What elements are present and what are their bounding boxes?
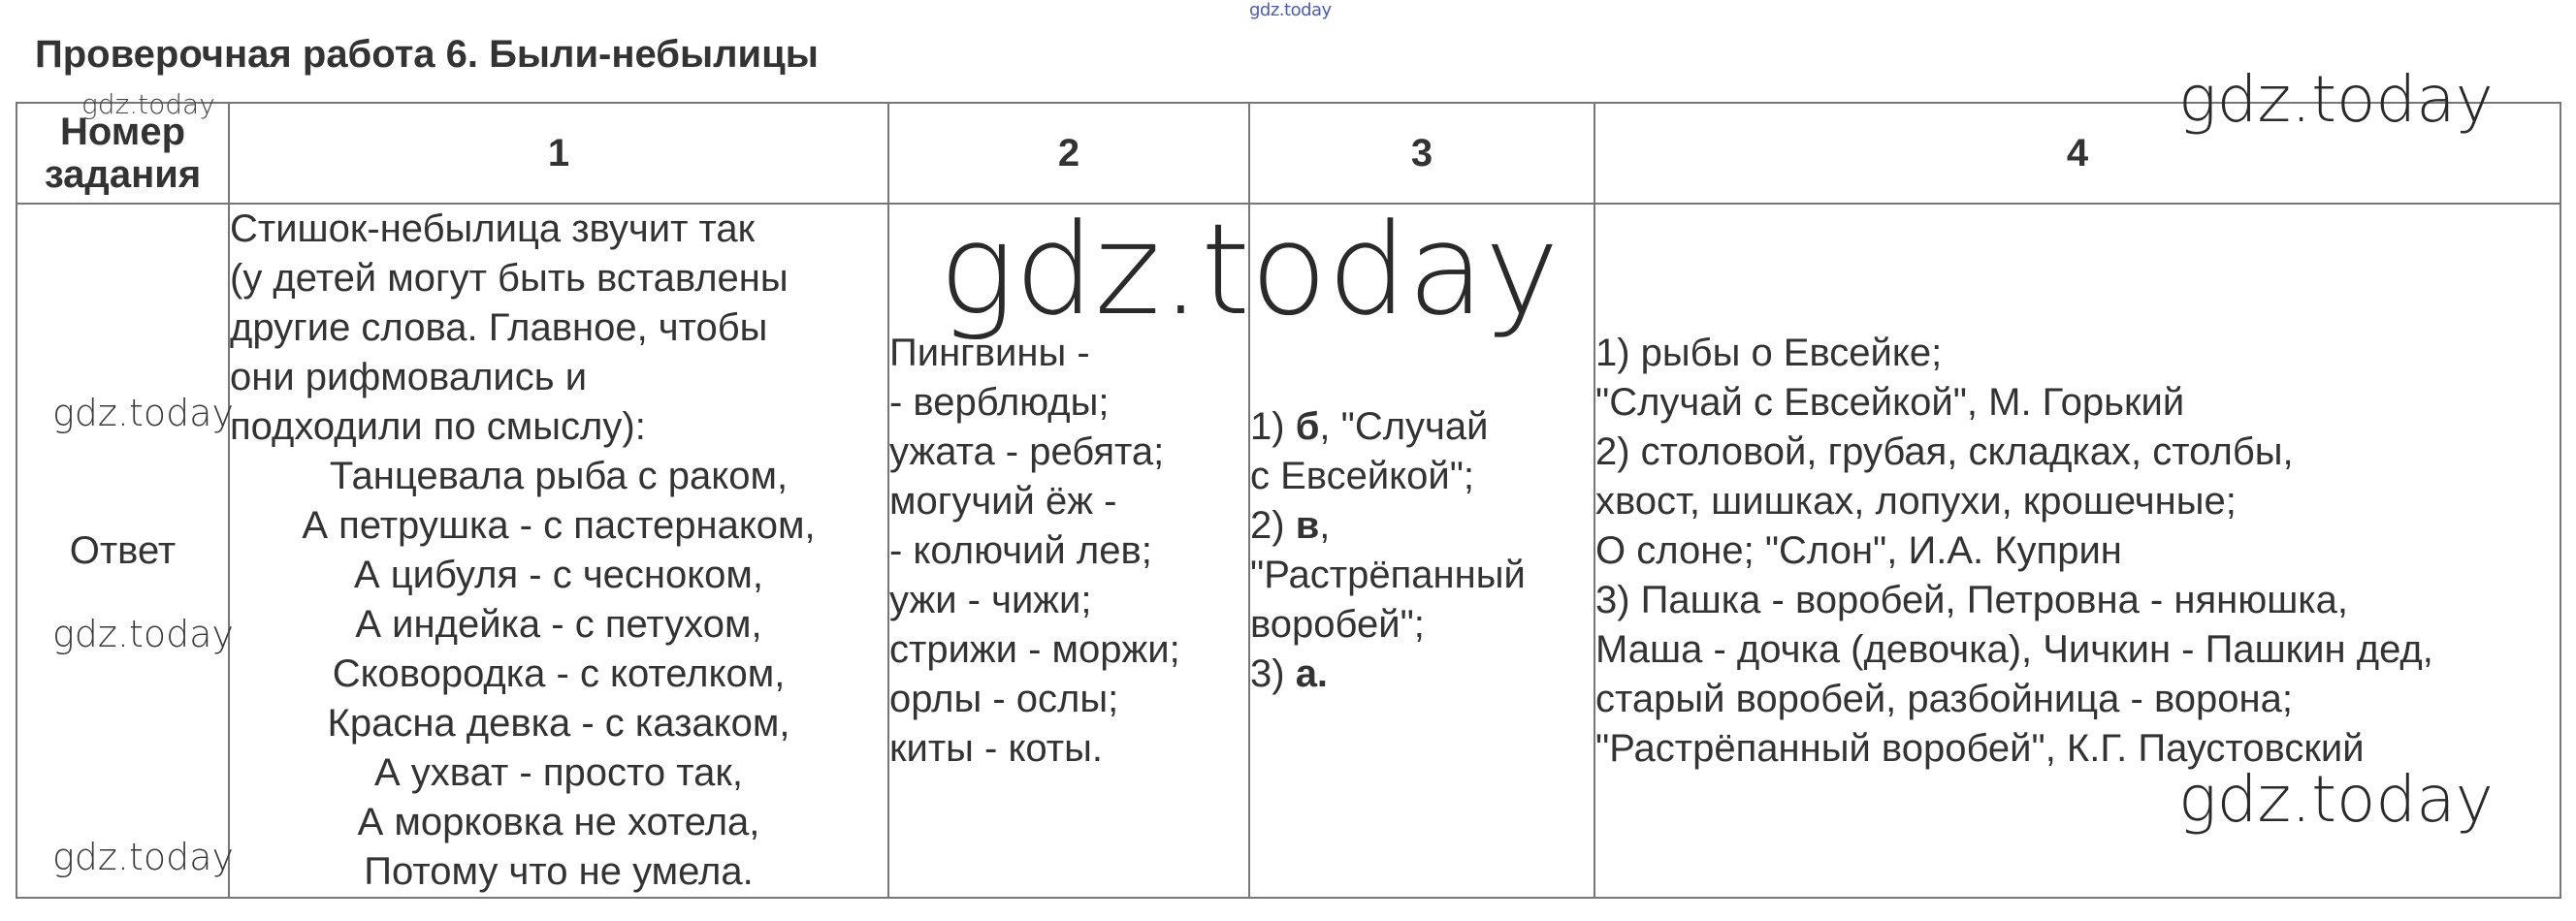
- answer-3-line: воробей";: [1250, 603, 1425, 646]
- answer-3-choice: в: [1295, 504, 1320, 547]
- answer-cell-3: [1249, 204, 1594, 898]
- answer-row: [16, 204, 2560, 898]
- answer-4-line: хвост, шишках, лопухи, крошечные;: [1595, 479, 2237, 523]
- answer-4-line: 3) Пашка - воробей, Петровна - нянюшка,: [1595, 578, 2349, 621]
- answer-3-line: "Растрёпанный: [1250, 554, 1526, 596]
- poem-line: А индейка - с петухом,: [355, 603, 762, 646]
- answer-3-line: [1250, 501, 1594, 551]
- answer-4-line: "Случай с Евсейкой", М. Горький: [1595, 380, 2185, 424]
- poem-line: А цибуля - с чесноком,: [353, 554, 764, 596]
- poem-line: Сковородка - с котелком,: [332, 652, 786, 695]
- poem-line: Потому что не умела.: [364, 850, 754, 893]
- answer-1-intro-line: (у детей могут быть вставлены: [230, 257, 789, 300]
- answer-2-line: орлы - ослы;: [889, 677, 1119, 720]
- answer-3-line: с Евсейкой";: [1250, 455, 1475, 497]
- site-watermark: gdz.today: [52, 836, 234, 878]
- answer-1-intro-line: Стишок-небылица звучит так: [230, 207, 756, 250]
- answer-3-line: [1250, 402, 1594, 452]
- answer-2-line: Пингвины -: [889, 331, 1090, 374]
- column-header-4: 4: [1594, 103, 2560, 204]
- answer-row-label: Ответ: [16, 204, 229, 898]
- column-header-2: 2: [888, 103, 1249, 204]
- answer-1-intro-line: другие слова. Главное, чтобы: [230, 306, 768, 349]
- answer-1-intro-line: они рифмовались и: [230, 356, 588, 398]
- answer-4-line: "Растрёпанный воробей", К.Г. Паустовский: [1595, 726, 2365, 770]
- poem-line: А ухват - просто так,: [374, 751, 743, 794]
- answer-4-line: Маша - дочка (девочка), Чичкин - Пашкин дед,: [1595, 627, 2433, 671]
- poem-line: Красна девка - с казаком,: [327, 702, 790, 745]
- task-number-header: [16, 103, 229, 204]
- answer-3-item-number: 2): [1250, 504, 1296, 547]
- answer-table: [16, 102, 2561, 899]
- poem-line: А петрушка - с пастернаком,: [302, 504, 816, 547]
- answer-3-item-number: 3): [1250, 652, 1296, 695]
- answer-cell-4: [1594, 204, 2560, 898]
- site-watermark: gdz.today: [81, 88, 215, 120]
- answer-4-line: О слоне; "Слон", И.А. Куприн: [1595, 528, 2122, 572]
- site-watermark: gdz.today: [52, 613, 234, 655]
- site-watermark-top: gdz.today: [1249, 0, 1332, 20]
- answer-2-line: киты - коты.: [889, 726, 1103, 770]
- answer-1-intro: [230, 205, 887, 452]
- answer-4-line: старый воробей, разбойница - ворона;: [1595, 677, 2293, 720]
- answer-1-intro-line: подходили по смыслу):: [230, 405, 646, 448]
- column-header-3: 3: [1249, 103, 1594, 204]
- page-title: Проверочная работа 6. Были-небылицы: [35, 33, 819, 76]
- answer-3-text: ,: [1319, 504, 1331, 547]
- site-watermark: gdz.today: [52, 392, 234, 434]
- answer-4-line: 1) рыбы о Евсейке;: [1595, 331, 1943, 374]
- answer-3-line: [1250, 650, 1594, 699]
- table-header-row: [16, 103, 2560, 204]
- site-watermark: gdz.today: [939, 196, 1560, 343]
- answer-cell-2: [888, 204, 1249, 898]
- answer-cell-1: [229, 204, 888, 898]
- answer-2-line: могучий ёж -: [889, 479, 1117, 523]
- poem-line: Танцевала рыба с раком,: [329, 455, 789, 497]
- answer-3-choice: а.: [1295, 652, 1329, 695]
- answer-3-item-number: 1): [1250, 405, 1296, 448]
- answer-2-line: стрижи - моржи;: [889, 627, 1180, 671]
- poem-line: А морковка не хотела,: [357, 801, 760, 843]
- answer-1-poem: [230, 452, 887, 897]
- task-number-header-line1: Номер: [59, 111, 186, 153]
- answer-4-line: 2) столовой, грубая, складках, столбы,: [1595, 429, 2294, 473]
- task-number-header-line2: задания: [44, 153, 202, 196]
- answer-3-choice: б: [1295, 405, 1320, 448]
- answer-2-line: ужи - чижи;: [889, 578, 1092, 621]
- answer-2-line: ужата - ребята;: [889, 429, 1165, 473]
- answer-2-line: - верблюды;: [889, 380, 1110, 424]
- answer-2-line: - колючий лев;: [889, 528, 1152, 572]
- column-header-1: 1: [229, 103, 888, 204]
- answer-3-text: , "Случай: [1319, 405, 1489, 448]
- site-watermark: gdz.today: [2178, 62, 2494, 137]
- site-watermark: gdz.today: [2178, 762, 2494, 837]
